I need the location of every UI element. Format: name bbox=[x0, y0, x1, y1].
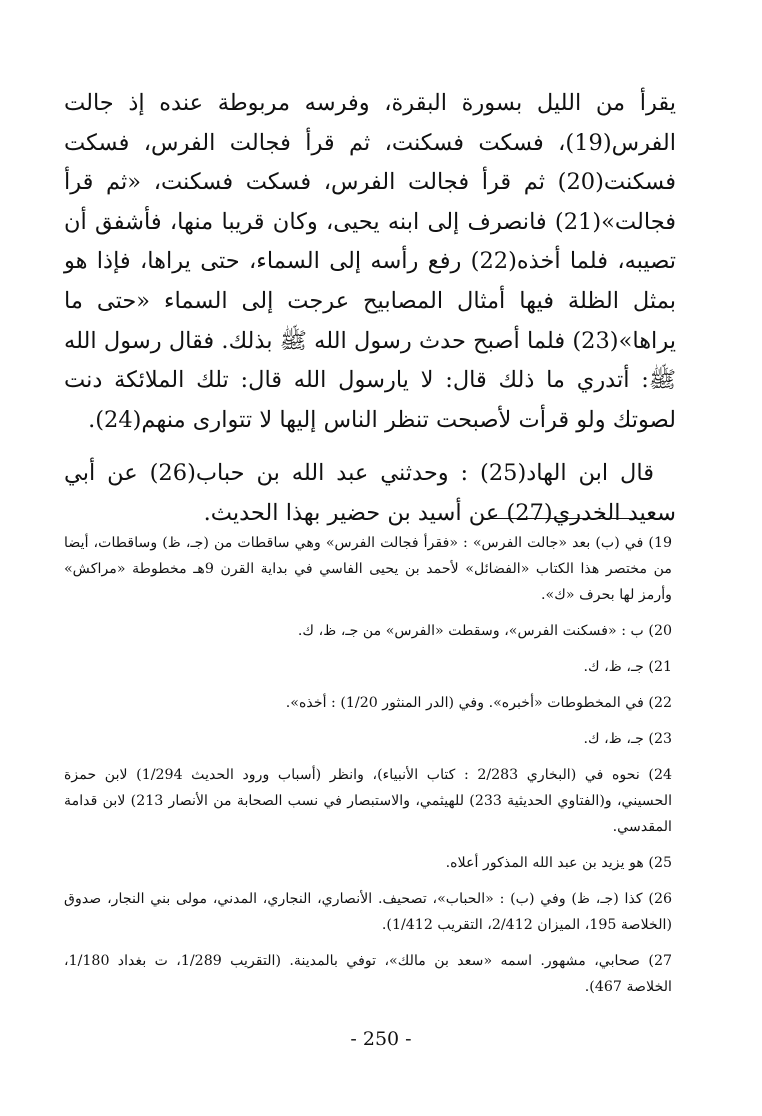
footnote-22: 22) في المخطوطات «أخبره». وفي (الدر المنثور 1/20) : أخذه». bbox=[285, 695, 672, 711]
footnote-separator bbox=[486, 518, 670, 519]
footnote-26: 26) كذا (جـ، ظ) وفي (ب) : «الحباب»، تصحيف. الأنصاري، النجاري، المدني، مولى بني النجار، صدوق (الخلاصة 195، الميزان 2/412، التقريب 1/412). bbox=[64, 891, 672, 933]
footnote-27: 27) صحابي، مشهور. اسمه «سعد بن مالك»، توفي بالمدينة. (التقريب 1/289، ت بغداد 1/180، الخلاصة 467). bbox=[64, 953, 672, 995]
footnote-25: 25) هو يزيد بن عبد الله المذكور أعلاه. bbox=[445, 855, 672, 871]
footnote-21: 21) جـ، ظ، ك. bbox=[583, 659, 672, 675]
footnote-23: 23) جـ، ظ، ك. bbox=[583, 731, 672, 747]
main-text bbox=[64, 84, 676, 534]
paragraph-2: قال ابن الهاد(25) : وحدثني عبد الله بن حباب(26) عن أبي سعيد الخدري(27) عن أسيد بن حضير بهذا الحديث. bbox=[64, 460, 676, 526]
footnotes bbox=[64, 530, 672, 1010]
paragraph-1: يقرأ من الليل بسورة البقرة، وفرسه مربوطة عنده إذ جالت الفرس(19)، فسكت فسكنت، ثم قرأ فجالت الفرس، فسكت فسكنت(20) ثم قرأ فجالت الفرس، فسكت فسكنت، «ثم قرأ فجالت»(21) فانصرف إلى ابنه يحيى، وكان قريبا منها، فأشفق أن تصيبه، فلما أخذه(22) رفع رأسه إلى السماء، حتى يراها، فإذا هو بمثل الظلة فيها أمثال المصابيح عرجت إلى السماء «حتى ما يراها»(23) فلما أصبح حدث رسول الله ﷺ بذلك. فقال رسول الله ﷺ: أتدري ما ذلك قال: لا يارسول الله قال: تلك الملائكة دنت لصوتك ولو قرأت لأصبحت تنظر الناس إليها لا تتوارى منهم(24). bbox=[64, 90, 676, 433]
page-number: - 250 - bbox=[350, 1028, 412, 1050]
footnote-19: 19) في (ب) بعد «جالت الفرس» : «فقرأ فجالت الفرس» وهي ساقطات من (جـ، ظ) وساقطات، أيضا من مختصر هذا الكتاب «الفضائل» لأحمد بن يحيى الفاسي في بداية القرن 9هـ مخطوطة «مراكش» وأرمز لها بحرف «ك». bbox=[64, 535, 672, 603]
footnote-24: 24) نحوه في (البخاري 2/283 : كتاب الأنبياء)، وانظر (أسباب ورود الحديث 1/294) لابن حمزة الحسيني، و(الفتاوي الحديثية 233) للهيثمي، والاستبصار في نسب الصحابة من الأنصار 213) لابن قدامة المقدسي. bbox=[64, 767, 673, 835]
footnote-20: 20) ب : «فسكنت الفرس»، وسقطت «الفرس» من جـ، ظ، ك. bbox=[297, 623, 672, 639]
